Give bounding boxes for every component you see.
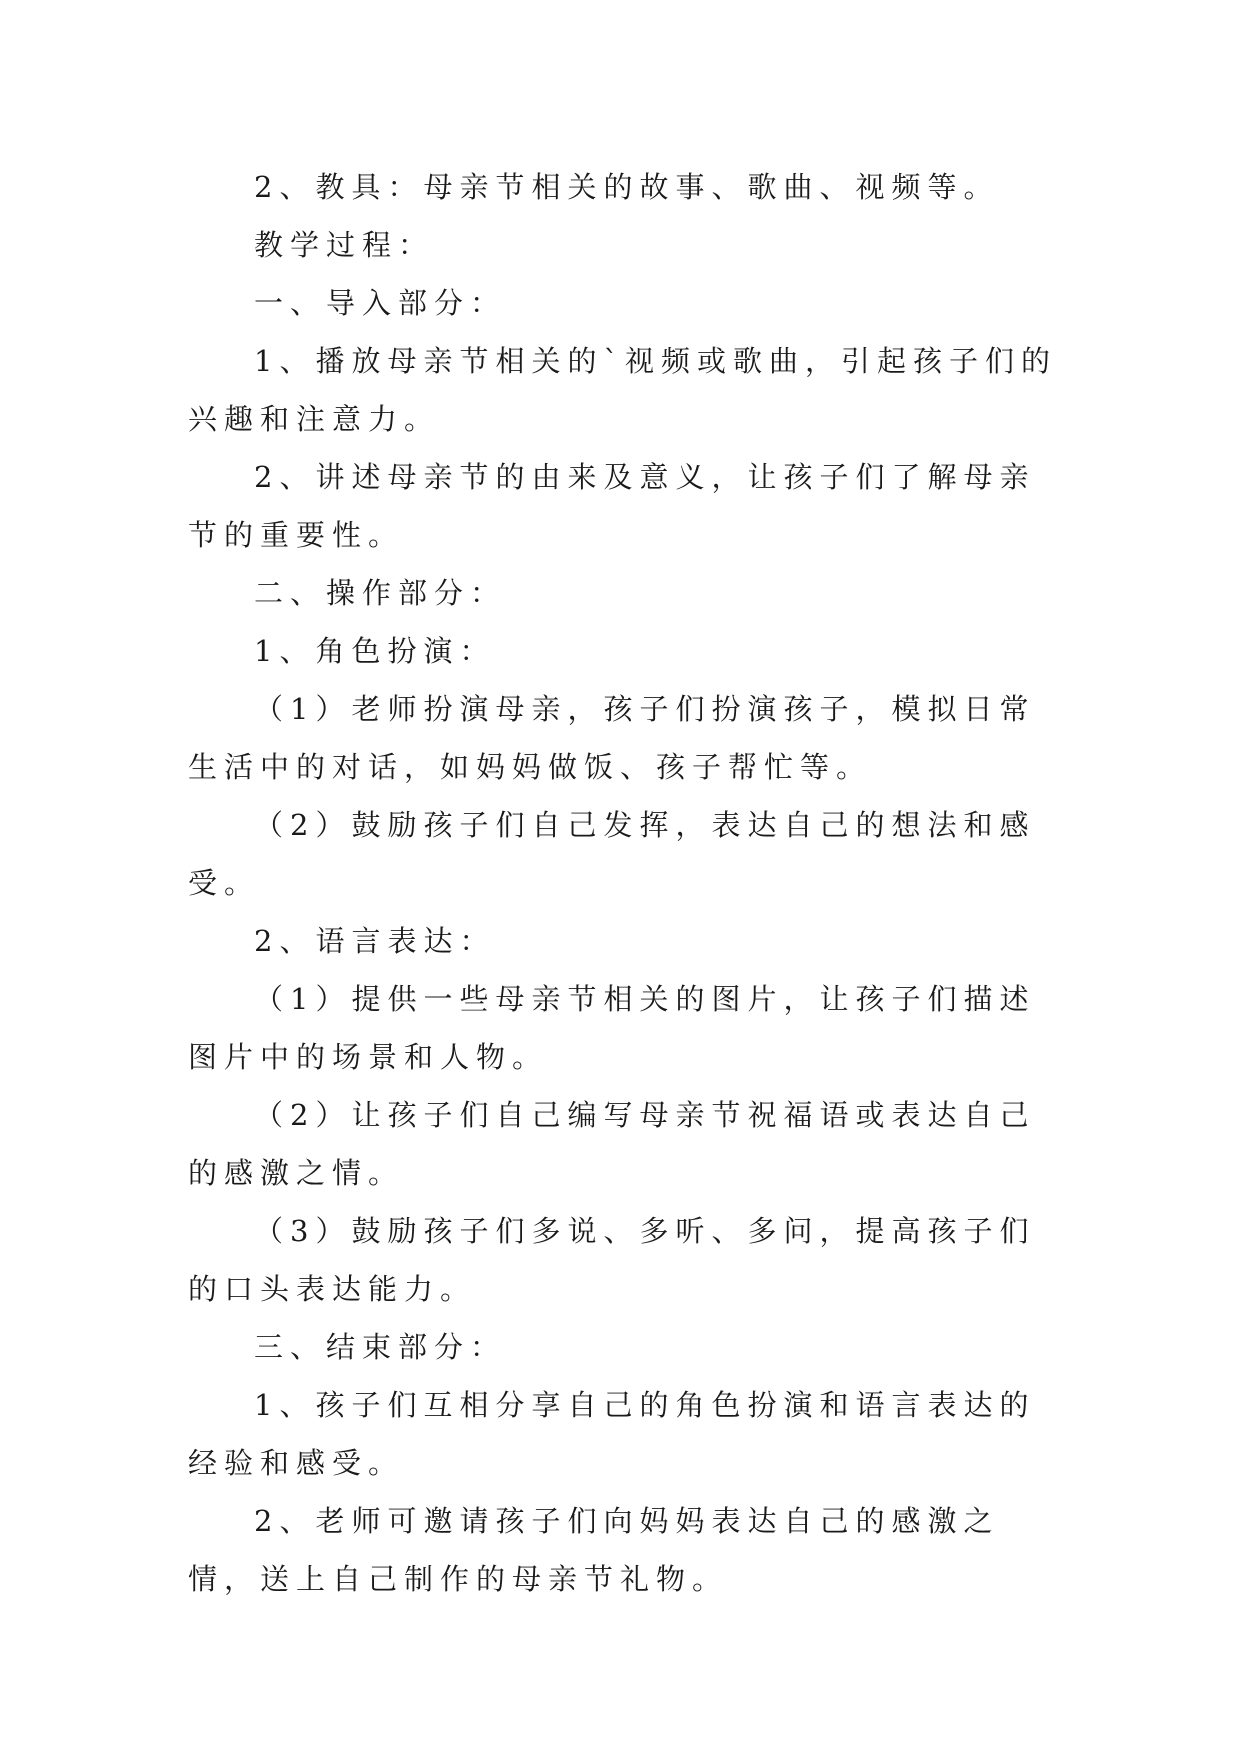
paragraph-language-2: （2）让孩子们自己编写母亲节祝福语或表达自己的感激之情。 — [188, 1098, 1036, 1190]
paragraph-language-1: （1）提供一些母亲节相关的图片，让孩子们描述图片中的场景和人物。 — [188, 982, 1036, 1074]
paragraph-intro-1: 1、播放母亲节相关的`视频或歌曲，引起孩子们的兴趣和注意力。 — [188, 344, 1057, 436]
paragraph-ending-2: 2、老师可邀请孩子们向妈妈表达自己的感激之情，送上自己制作的母亲节礼物。 — [188, 1504, 1000, 1596]
heading-role-play: 1、角色扮演： — [254, 634, 496, 668]
heading-ending: 三、结束部分： — [254, 1330, 507, 1364]
heading-language-expression: 2、语言表达： — [254, 924, 496, 958]
paragraph-ending-1: 1、孩子们互相分享自己的角色扮演和语言表达的经验和感受。 — [188, 1388, 1036, 1480]
heading-operation: 二、操作部分： — [254, 576, 507, 610]
paragraph-role-play-1: （1）老师扮演母亲，孩子们扮演孩子，模拟日常生活中的对话，如妈妈做饭、孩子帮忙等。 — [188, 692, 1036, 784]
paragraph-language-3: （3）鼓励孩子们多说、多听、多问，提高孩子们的口头表达能力。 — [188, 1214, 1036, 1306]
paragraph-teaching-aids: 2、教具：母亲节相关的故事、歌曲、视频等。 — [254, 170, 1000, 204]
heading-teaching-process: 教学过程： — [254, 228, 435, 262]
heading-introduction: 一、导入部分： — [254, 286, 507, 320]
document-body — [188, 158, 1058, 1608]
paragraph-intro-2: 2、讲述母亲节的由来及意义，让孩子们了解母亲节的重要性。 — [188, 460, 1036, 552]
paragraph-role-play-2: （2）鼓励孩子们自己发挥，表达自己的想法和感受。 — [188, 808, 1036, 900]
